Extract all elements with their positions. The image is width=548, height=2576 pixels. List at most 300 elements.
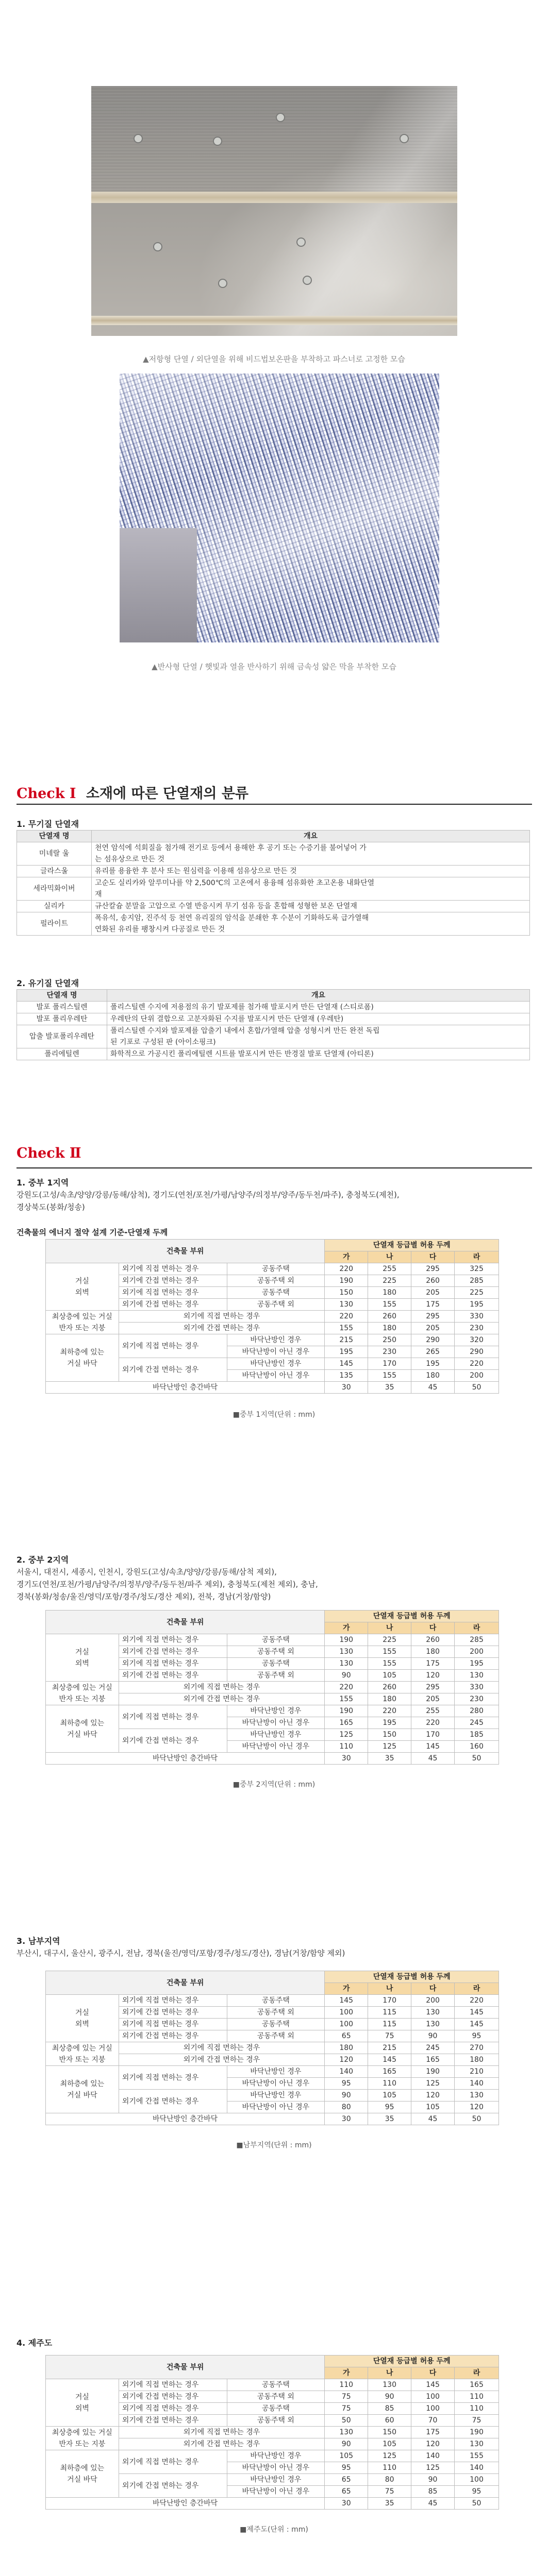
row-type: 바닥난방인 경우 xyxy=(227,2474,325,2486)
group-line: 거실 바닥 xyxy=(67,2091,97,2099)
grade-ga: 가 xyxy=(325,1983,368,1995)
cell: 110 xyxy=(325,1741,368,1753)
table-caption: ■남부지역(단위 : mm) xyxy=(236,2141,312,2149)
group-exterior xyxy=(46,1995,119,2042)
row-type: 바닥난방이 아닌 경우 xyxy=(227,2078,325,2090)
cell: 180 xyxy=(455,2054,499,2066)
region-areas xyxy=(16,1189,532,1213)
row-type: 바닥난방이 아닌 경우 xyxy=(227,1717,325,1729)
thickness-table xyxy=(45,2355,499,2510)
cell: 110 xyxy=(368,2078,411,2090)
row-condition: 외기에 직접 면하는 경우 xyxy=(119,1682,324,1693)
cell: 110 xyxy=(455,2391,499,2403)
col-name: 단열재 명 xyxy=(17,831,92,842)
material-name: 세라믹화이버 xyxy=(17,877,92,901)
check1-heading xyxy=(16,782,248,802)
group-line: 반자 또는 지붕 xyxy=(59,2439,106,2448)
cell: 45 xyxy=(411,2498,455,2510)
group-line: 거실 xyxy=(75,1277,89,1285)
cell: 285 xyxy=(455,1275,499,1287)
row-type: 공동주택 외 xyxy=(227,1646,325,1658)
cell: 50 xyxy=(455,1382,499,1394)
cell: 125 xyxy=(368,2450,411,2462)
table-row xyxy=(17,1013,530,1025)
grade-na: 나 xyxy=(368,1983,411,1995)
grade-ga: 가 xyxy=(325,2367,368,2379)
cell: 130 xyxy=(325,1658,368,1670)
row-condition: 외기에 간접 면하는 경우 xyxy=(119,2415,227,2427)
cell: 90 xyxy=(368,2391,411,2403)
divider xyxy=(16,1167,532,1168)
cell: 110 xyxy=(368,2462,411,2474)
cell: 290 xyxy=(411,1334,455,1346)
cell: 190 xyxy=(411,2066,455,2078)
group-line: 최하층에 있는 xyxy=(60,2079,105,2088)
row-type: 바닥난방인 경우 xyxy=(227,1705,325,1717)
cell: 90 xyxy=(325,1670,368,1682)
row-type: 바닥난방인 경우 xyxy=(227,1729,325,1741)
row-type: 공동주택 외 xyxy=(227,1275,325,1287)
desc-line: 유리를 용융한 후 분사 또는 원심력을 이용해 섬유상으로 만든 것 xyxy=(95,867,297,875)
group-exterior xyxy=(46,1263,119,1311)
organic-table xyxy=(16,989,530,1060)
cell: 135 xyxy=(325,1370,368,1382)
col-part: 건축물 부위 xyxy=(46,1611,325,1634)
area-line: 경북(봉화/청송/울진/영덕/포항/경주/청도/경산 제외), 전북, 경남(거창/함양) xyxy=(16,1592,271,1601)
cell: 150 xyxy=(368,1729,411,1741)
cell: 165 xyxy=(325,1717,368,1729)
region-heading: 1. 중부 1지역 xyxy=(16,1178,69,1188)
material-desc xyxy=(107,1048,530,1060)
cell: 225 xyxy=(455,1287,499,1299)
foil-insulation-photo xyxy=(120,374,439,642)
row-condition: 외기에 직접 면하는 경우 xyxy=(119,1263,227,1275)
row-type: 바닥난방인 경우 xyxy=(227,2090,325,2102)
cell: 50 xyxy=(455,2498,499,2510)
table-row xyxy=(17,866,530,877)
group-line: 최상층에 있는 거실 xyxy=(52,2044,112,2053)
cell: 220 xyxy=(325,1263,368,1275)
row-heated-floor: 바닥난방인 층간바닥 xyxy=(46,2498,325,2510)
row-condition: 외기에 직접 면하는 경우 xyxy=(119,2403,227,2415)
table-row xyxy=(46,1334,499,1346)
material-name: 글라스울 xyxy=(17,866,92,877)
cell: 115 xyxy=(368,2019,411,2030)
table-row xyxy=(46,2379,499,2391)
row-condition: 외기에 간접 면하는 경우 xyxy=(119,2438,324,2450)
material-desc xyxy=(92,912,530,936)
cell: 65 xyxy=(325,2030,368,2042)
row-condition: 외기에 간접 면하는 경우 xyxy=(119,1670,227,1682)
cell: 65 xyxy=(325,2474,368,2486)
row-condition: 외기에 간접 면하는 경우 xyxy=(119,1693,324,1705)
row-condition: 외기에 직접 면하는 경우 xyxy=(119,1334,227,1358)
row-type: 공동주택 xyxy=(227,2403,325,2415)
cell: 105 xyxy=(368,1670,411,1682)
group-floor xyxy=(46,1334,119,1382)
foil-edge-shadow xyxy=(120,528,197,642)
group-line: 최하층에 있는 xyxy=(60,2464,105,2472)
table-row xyxy=(46,1382,499,1394)
table-row xyxy=(46,1311,499,1323)
row-type: 바닥난방인 경우 xyxy=(227,2450,325,2462)
cell: 60 xyxy=(368,2415,411,2427)
group-floor xyxy=(46,1705,119,1753)
group-line: 외벽 xyxy=(75,2404,89,2413)
cell: 165 xyxy=(455,2379,499,2391)
cell: 125 xyxy=(368,1741,411,1753)
table-header-row xyxy=(17,831,530,842)
region-areas xyxy=(16,1566,532,1603)
fastener xyxy=(214,138,221,145)
grade-da: 다 xyxy=(411,1983,455,1995)
grade-ra: 라 xyxy=(455,2367,499,2379)
thickness-table xyxy=(45,1610,499,1765)
cell: 165 xyxy=(368,2066,411,2078)
table-row xyxy=(17,1025,530,1048)
row-type: 공동주택 xyxy=(227,1658,325,1670)
cell: 180 xyxy=(411,1646,455,1658)
table-header-row xyxy=(46,2355,499,2367)
row-type: 바닥난방이 아닌 경우 xyxy=(227,1370,325,1382)
cell: 325 xyxy=(455,1263,499,1275)
cell: 125 xyxy=(411,2078,455,2090)
grade-da: 다 xyxy=(411,2367,455,2379)
cell: 175 xyxy=(411,1299,455,1311)
table-row xyxy=(46,1263,499,1275)
inorganic-heading: 1. 무기질 단열재 xyxy=(16,819,79,829)
row-condition: 외기에 간접 면하는 경우 xyxy=(119,1646,227,1658)
group-line: 거실 xyxy=(75,2393,89,2401)
cell: 105 xyxy=(325,2450,368,2462)
row-condition: 외기에 간접 면하는 경우 xyxy=(119,1299,227,1311)
desc-line: 는 섬유상으로 만든 것 xyxy=(95,855,165,863)
row-condition: 외기에 간접 면하는 경우 xyxy=(119,2054,324,2066)
cell: 120 xyxy=(411,2438,455,2450)
fastener xyxy=(304,277,311,284)
grade-ra: 라 xyxy=(455,1983,499,1995)
cell: 110 xyxy=(455,2403,499,2415)
cell: 120 xyxy=(325,2054,368,2066)
fastener xyxy=(277,114,284,121)
cell: 180 xyxy=(368,1287,411,1299)
cell: 75 xyxy=(455,2415,499,2427)
cell: 215 xyxy=(325,1334,368,1346)
row-condition: 외기에 직접 면하는 경우 xyxy=(119,2042,324,2054)
cell: 295 xyxy=(411,1311,455,1323)
row-condition: 외기에 간접 면하는 경우 xyxy=(119,2090,227,2113)
cell: 230 xyxy=(455,1323,499,1334)
desc-line: 화학적으로 가공시킨 폴리에틸렌 시트를 발포시켜 만든 반경질 발포 단열재 (아티론) xyxy=(110,1050,374,1058)
table-row xyxy=(17,901,530,912)
cell: 120 xyxy=(411,1670,455,1682)
cell: 130 xyxy=(411,2007,455,2019)
material-desc xyxy=(107,1002,530,1013)
cell: 220 xyxy=(325,1311,368,1323)
cell: 185 xyxy=(455,1729,499,1741)
desc-line: 재 xyxy=(95,890,102,899)
table-row xyxy=(46,2450,499,2462)
cell: 35 xyxy=(368,1753,411,1765)
cell: 75 xyxy=(368,2486,411,2498)
cell: 220 xyxy=(455,1358,499,1370)
cell: 85 xyxy=(411,2486,455,2498)
col-desc: 개요 xyxy=(92,831,530,842)
row-condition: 외기에 직접 면하는 경우 xyxy=(119,1658,227,1670)
row-heated-floor: 바닥난방인 층간바닥 xyxy=(46,1382,325,1394)
row-type: 바닥난방인 경우 xyxy=(227,1358,325,1370)
thickness-table xyxy=(45,1239,499,1394)
col-grade-title: 단열재 등급별 허용 두께 xyxy=(325,1240,499,1251)
check1-title: 소재에 따른 단열재의 분류 xyxy=(86,786,248,802)
cell: 105 xyxy=(368,2090,411,2102)
region-section xyxy=(0,2336,548,2576)
row-condition: 외기에 직접 면하는 경우 xyxy=(119,2066,227,2090)
cell: 330 xyxy=(455,1311,499,1323)
table-row xyxy=(46,2066,499,2078)
grade-na: 나 xyxy=(368,1251,411,1263)
cell: 180 xyxy=(368,1323,411,1334)
region-section xyxy=(0,1553,548,1888)
fastener xyxy=(219,280,226,287)
material-desc xyxy=(92,866,530,877)
cell: 225 xyxy=(368,1275,411,1287)
row-type: 공동주택 외 xyxy=(227,2391,325,2403)
table-title: 건축물의 에너지 절약 설계 기준-단열재 두께 xyxy=(16,1228,168,1237)
group-roof xyxy=(46,2042,119,2066)
material-name: 발포 폴리스틸렌 xyxy=(17,1002,107,1013)
row-type: 공동주택 외 xyxy=(227,2030,325,2042)
row-type: 바닥난방인 경우 xyxy=(227,2066,325,2078)
cell: 200 xyxy=(411,1995,455,2007)
row-condition: 외기에 직접 면하는 경우 xyxy=(119,1287,227,1299)
desc-line: 폴리스틸렌 수지와 발포제를 압출기 내에서 혼합/가열해 압출 성형시켜 만든 완전 독립 xyxy=(110,1027,380,1035)
cell: 220 xyxy=(325,1682,368,1693)
table-header-row xyxy=(17,990,530,1002)
table-row xyxy=(17,1002,530,1013)
cell: 295 xyxy=(411,1263,455,1275)
material-desc xyxy=(92,877,530,901)
cell: 95 xyxy=(325,2462,368,2474)
cell: 75 xyxy=(325,2391,368,2403)
group-line: 최하층에 있는 xyxy=(60,1719,105,1727)
row-type: 바닥난방인 경우 xyxy=(227,1334,325,1346)
material-name: 폴리에틸렌 xyxy=(17,1048,107,1060)
cell: 145 xyxy=(325,1995,368,2007)
cell: 155 xyxy=(368,1658,411,1670)
area-line: 강원도(고성/속초/양양/강릉/동해/삼척), 경기도(연천/포천/가평/남양주/의정부/양주/동두천/파주), 충청북도(제천), xyxy=(16,1190,400,1199)
row-condition: 외기에 직접 면하는 경우 xyxy=(119,2427,324,2438)
cell: 230 xyxy=(455,1693,499,1705)
material-name: 실리카 xyxy=(17,901,92,912)
cell: 260 xyxy=(368,1311,411,1323)
cell: 170 xyxy=(368,1995,411,2007)
cell: 80 xyxy=(368,2474,411,2486)
cell: 90 xyxy=(325,2090,368,2102)
cell: 145 xyxy=(325,1358,368,1370)
cell: 125 xyxy=(325,1729,368,1741)
desc-line: 폭유석, 송지암, 진주석 등 천연 유리질의 암석을 분쇄한 후 수분이 기화하도록 급가열해 xyxy=(95,914,369,922)
cell: 130 xyxy=(325,2427,368,2438)
cell: 110 xyxy=(325,2379,368,2391)
col-part: 건축물 부위 xyxy=(46,1971,325,1995)
cell: 115 xyxy=(368,2007,411,2019)
group-line: 거실 xyxy=(75,2008,89,2017)
cell: 30 xyxy=(325,2498,368,2510)
cell: 35 xyxy=(368,2113,411,2125)
material-name: 발포 폴리우레탄 xyxy=(17,1013,107,1025)
region-areas xyxy=(16,1947,532,1959)
table-caption: ■중부 2지역(단위 : mm) xyxy=(233,1781,315,1789)
table-row xyxy=(46,1753,499,1765)
cell: 250 xyxy=(368,1334,411,1346)
row-type: 공동주택 xyxy=(227,1287,325,1299)
group-floor xyxy=(46,2450,119,2498)
table-row xyxy=(46,1705,499,1717)
cell: 130 xyxy=(411,2019,455,2030)
cell: 100 xyxy=(411,2403,455,2415)
group-line: 외벽 xyxy=(75,1288,89,1297)
cell: 155 xyxy=(455,2450,499,2462)
group-line: 최상층에 있는 거실 xyxy=(52,2428,112,2437)
group-line: 거실 바닥 xyxy=(67,2475,97,2484)
row-condition: 외기에 직접 면하는 경우 xyxy=(119,1705,227,1729)
material-name: 압출 발포폴리우레탄 xyxy=(17,1025,107,1048)
table-row xyxy=(46,1682,499,1693)
cell: 195 xyxy=(455,1658,499,1670)
row-condition: 외기에 직접 면하는 경우 xyxy=(119,2019,227,2030)
table-caption: ■제주도(단위 : mm) xyxy=(240,2526,308,2534)
area-line: 경상북도(봉화/청송) xyxy=(16,1202,85,1212)
desc-line: 규산칼슘 분말을 고압으로 수열 반응시켜 무기 섬유 등을 혼합해 성형한 보온 단열재 xyxy=(95,902,357,910)
cell: 95 xyxy=(455,2486,499,2498)
check2-label: Check Ⅱ xyxy=(16,1145,81,1161)
cell: 210 xyxy=(455,2066,499,2078)
cell: 155 xyxy=(325,1693,368,1705)
grade-na: 나 xyxy=(368,2367,411,2379)
row-type: 공동주택 외 xyxy=(227,2007,325,2019)
cell: 95 xyxy=(325,2078,368,2090)
cell: 80 xyxy=(325,2102,368,2113)
cell: 130 xyxy=(455,1670,499,1682)
cell: 320 xyxy=(455,1334,499,1346)
fastener xyxy=(135,135,142,142)
cell: 90 xyxy=(325,2438,368,2450)
row-type: 바닥난방이 아닌 경우 xyxy=(227,2486,325,2498)
table-row xyxy=(46,2113,499,2125)
cell: 220 xyxy=(411,1717,455,1729)
grade-ra: 라 xyxy=(455,1251,499,1263)
cell: 290 xyxy=(455,1346,499,1358)
col-grade-title: 단열재 등급별 허용 두께 xyxy=(325,1971,499,1983)
cell: 75 xyxy=(368,2030,411,2042)
col-part: 건축물 부위 xyxy=(46,2355,325,2379)
cell: 150 xyxy=(368,2427,411,2438)
cell: 140 xyxy=(455,2078,499,2090)
cell: 260 xyxy=(411,1275,455,1287)
row-type: 바닥난방이 아닌 경우 xyxy=(227,1741,325,1753)
table-row xyxy=(46,2042,499,2054)
col-grade-title: 단열재 등급별 허용 두께 xyxy=(325,1611,499,1622)
group-line: 반자 또는 지붕 xyxy=(59,1694,106,1703)
row-condition: 외기에 간접 면하는 경우 xyxy=(119,1729,227,1753)
row-type: 공동주택 외 xyxy=(227,1670,325,1682)
cell: 100 xyxy=(411,2391,455,2403)
cell: 145 xyxy=(455,2007,499,2019)
row-type: 공동주택 외 xyxy=(227,2415,325,2427)
table-row xyxy=(17,877,530,901)
col-desc: 개요 xyxy=(107,990,530,1002)
desc-line: 폴리스틸렌 수지에 저용점의 유기 발포제를 첨가해 발포시켜 만든 단열재 (스티로폼) xyxy=(110,1003,374,1011)
cell: 45 xyxy=(411,2113,455,2125)
cell: 180 xyxy=(411,1370,455,1382)
cell: 85 xyxy=(368,2403,411,2415)
cell: 190 xyxy=(325,1634,368,1646)
cell: 200 xyxy=(455,1646,499,1658)
table-header-row xyxy=(46,1971,499,1983)
cell: 140 xyxy=(455,2462,499,2474)
cell: 50 xyxy=(325,2415,368,2427)
material-name: 미네랄 울 xyxy=(17,842,92,866)
thickness-table xyxy=(45,1971,499,2125)
desc-line: 고순도 실리카와 알루미나를 약 2,500℃의 고온에서 용융해 섬유화한 초고온용 내화단열 xyxy=(95,879,375,887)
cell: 75 xyxy=(325,2403,368,2415)
table-row xyxy=(17,842,530,866)
row-condition: 외기에 직접 면하는 경우 xyxy=(119,2450,227,2474)
group-line: 최하층에 있는 xyxy=(60,1348,105,1357)
cell: 45 xyxy=(411,1382,455,1394)
cell: 190 xyxy=(455,2427,499,2438)
cell: 180 xyxy=(368,1693,411,1705)
desc-line: 천연 암석에 석회질을 첨가해 전기로 등에서 용해한 후 공기 또는 수증기를 불어넣어 가 xyxy=(95,844,367,852)
grade-ga: 가 xyxy=(325,1251,368,1263)
cell: 130 xyxy=(455,2438,499,2450)
material-desc xyxy=(107,1013,530,1025)
cell: 45 xyxy=(411,1753,455,1765)
table-row xyxy=(46,1995,499,2007)
row-condition: 외기에 간접 면하는 경우 xyxy=(119,1323,324,1334)
table-header-row xyxy=(46,1611,499,1622)
cell: 95 xyxy=(368,2102,411,2113)
row-heated-floor: 바닥난방인 층간바닥 xyxy=(46,1753,325,1765)
foil-caption: ▲반사형 단열 / 햇빛과 열을 반사하기 위해 금속성 얇은 막을 부착한 모습 xyxy=(152,662,396,671)
group-line: 거실 xyxy=(75,1648,89,1656)
cell: 205 xyxy=(411,1693,455,1705)
col-part: 건축물 부위 xyxy=(46,1240,325,1263)
material-desc xyxy=(107,1025,530,1048)
eps-board-caption: ▲저항형 단열 / 외단열을 위해 비드법보온판을 부착하고 파스너로 고정한 모습 xyxy=(143,354,405,364)
row-condition: 외기에 직접 면하는 경우 xyxy=(119,2379,227,2391)
row-type: 공동주택 xyxy=(227,2379,325,2391)
table-row xyxy=(46,2427,499,2438)
material-desc xyxy=(92,842,530,866)
row-type: 공동주택 xyxy=(227,2019,325,2030)
cell: 130 xyxy=(325,1646,368,1658)
cell: 190 xyxy=(325,1275,368,1287)
cell: 215 xyxy=(368,2042,411,2054)
region-section xyxy=(0,1176,548,1506)
cell: 95 xyxy=(455,2030,499,2042)
cell: 30 xyxy=(325,2113,368,2125)
row-type: 공동주택 xyxy=(227,1263,325,1275)
check2-heading xyxy=(16,1145,81,1161)
cell: 145 xyxy=(411,1741,455,1753)
col-name: 단열재 명 xyxy=(17,990,107,1002)
row-condition: 외기에 간접 면하는 경우 xyxy=(119,2007,227,2019)
cell: 175 xyxy=(411,1658,455,1670)
group-exterior xyxy=(46,2379,119,2427)
cell: 190 xyxy=(325,1705,368,1717)
